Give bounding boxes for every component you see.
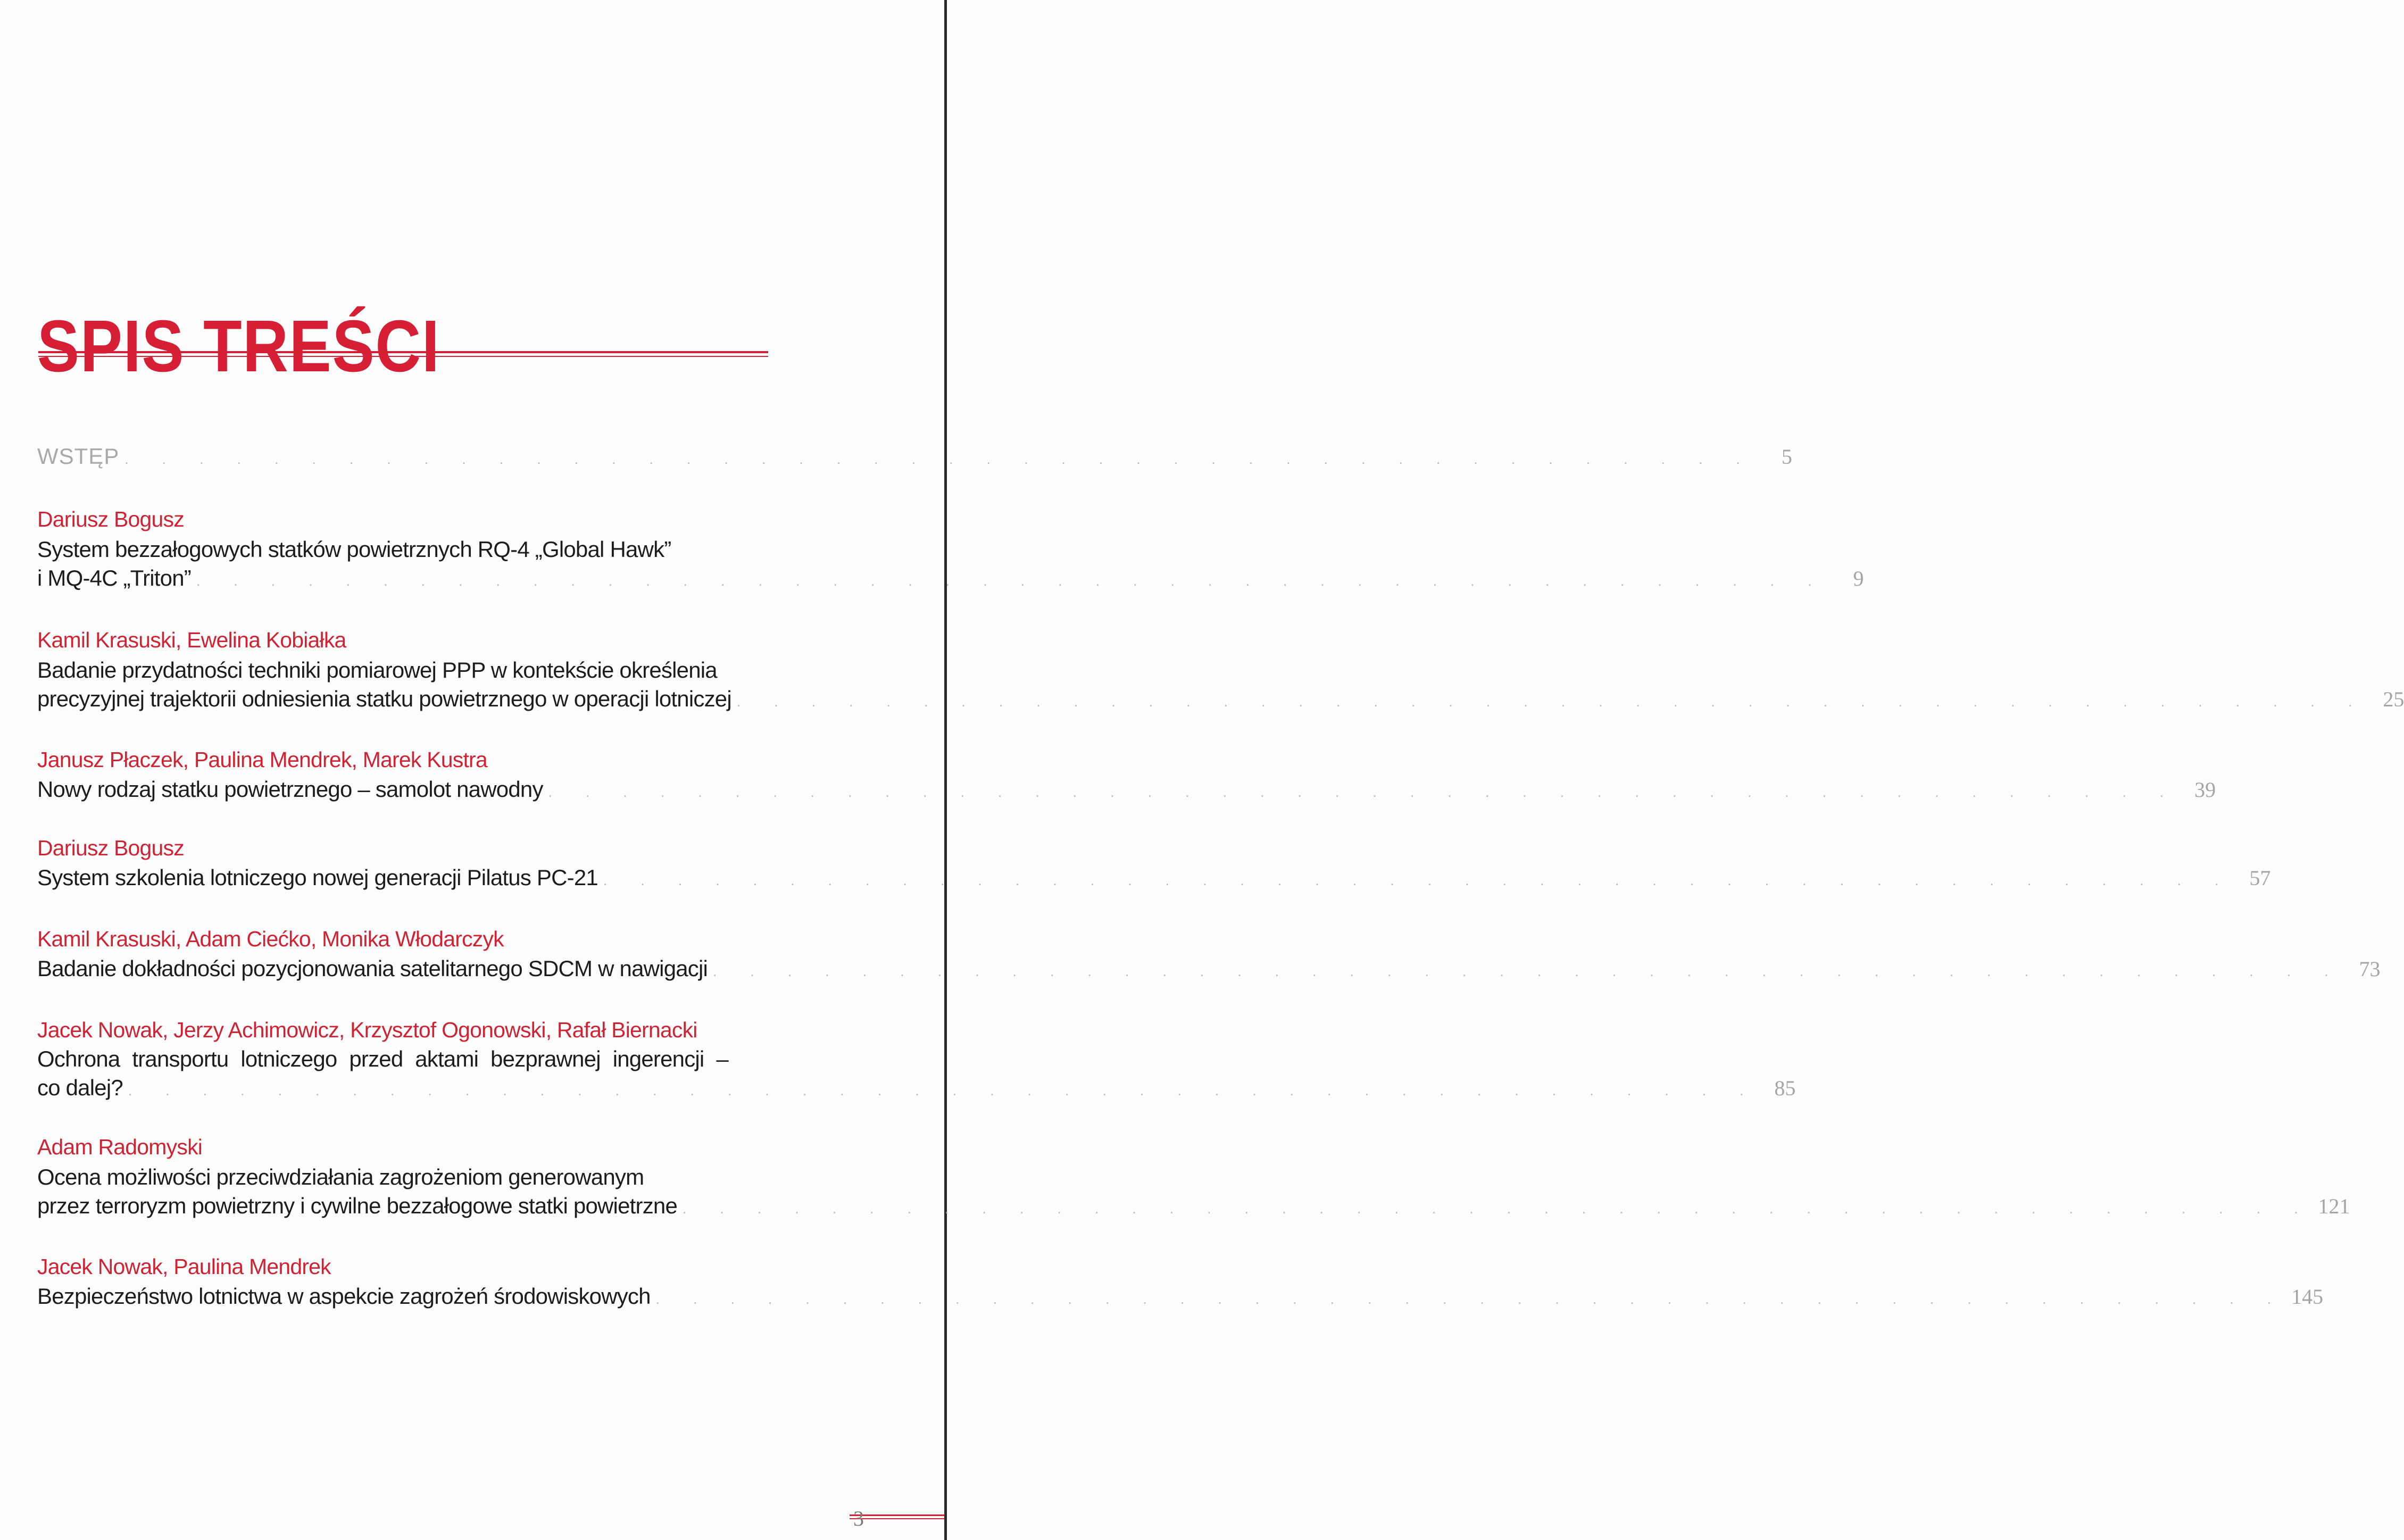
toc-entry-title-line[interactable] (37, 535, 766, 564)
toc-entry-title-line[interactable] (37, 775, 2216, 804)
toc-entry-title-text: System bezzałogowych statków powietrznych RQ-4 „Global Hawk” (37, 537, 671, 562)
toc-entry-title-line[interactable] (37, 863, 2271, 893)
toc-entry-title-line[interactable] (37, 1162, 766, 1192)
toc-entry-title-text: i MQ-4C „Triton” (37, 565, 191, 590)
dot-leader: . . . . . . . . . . . . . . . . . . . . . . . . . . . . . . . . . . . . . . . . . . . . (736, 694, 2367, 710)
toc-intro-page: 5 (1781, 445, 1792, 469)
toc-entry-page: 9 (1853, 567, 1864, 590)
toc-entry-title-line[interactable] (37, 684, 2404, 714)
toc-entry-authors: Dariusz Bogusz (37, 836, 184, 860)
toc-entry-authors: Jacek Nowak, Paulina Mendrek (37, 1254, 331, 1279)
toc-entry-title-line[interactable] (37, 655, 766, 685)
dot-leader: . . . . . . . . . . . . . . . . . . . . . . . . . . . . . . . . . . . . . . . . . . . . (124, 451, 1755, 467)
toc-entry-title-text: System szkolenia lotniczego nowej generacji Pilatus PC-21 (37, 865, 598, 890)
toc-entry-title-line[interactable] (37, 1073, 1796, 1103)
toc-entry-title-line[interactable] (37, 954, 2381, 984)
toc-entry-title-text: precyzyjnej trajektorii odniesienia statku powietrznego w operacji lotniczej (37, 686, 731, 711)
toc-entry-authors: Janusz Płaczek, Paulina Mendrek, Marek Kustra (37, 747, 487, 772)
toc-entry-title-text: przez terroryzm powietrzny i cywilne bezzałogowe statki powietrzne (37, 1193, 678, 1218)
toc-entry-title-text: Badanie dokładności pozycjonowania satelitarnego SDCM w nawigacji (37, 956, 708, 981)
toc-entry-page: 121 (2318, 1194, 2350, 1218)
dot-leader: . . . . . . . . . . . . . . . . . . . . . . . . . . . . . . . . . . . . . . . . . . . . (128, 1083, 1759, 1098)
toc-entry-title-line[interactable] (37, 1191, 2350, 1221)
toc-entry-page: 39 (2194, 778, 2216, 802)
toc-entry-title-line[interactable] (37, 1281, 2324, 1311)
toc-entry-title-text: Bezpieczeństwo lotnictwa w aspekcie zagrożeń środowiskowych (37, 1284, 651, 1309)
toc-intro-label: WSTĘP (37, 444, 120, 469)
page-number: 3 (853, 1506, 864, 1530)
toc-entry-authors: Kamil Krasuski, Ewelina Kobiałka (37, 628, 346, 652)
dot-leader: . . . . . . . . . . . . . . . . . . . . . . . . . . . . . . . . . . . . . . . . . . . . (548, 784, 2179, 800)
toc-intro[interactable] (37, 442, 1792, 471)
dot-leader: . . . . . . . . . . . . . . . . . . . . . . . . . . . . . . . . . . . . . . . . . . . . (683, 1201, 2313, 1217)
toc-entry-title-text: Ocena możliwości przeciwdziałania zagrożeniom generowanym (37, 1164, 644, 1189)
toc-entry-page: 145 (2291, 1285, 2324, 1309)
toc-entry-page: 85 (1774, 1076, 1796, 1100)
dot-leader: . . . . . . . . . . . . . . . . . . . . . . . . . . . . . . . . . . . . . . . . . . . . (196, 573, 1827, 589)
dot-leader: . . . . . . . . . . . . . . . . . . . . . . . . . . . . . . . . . . . . . . . . . . . . (655, 1291, 2286, 1307)
toc-entry-title-text: co dalej? (37, 1075, 123, 1100)
toc-entry-page: 25 (2383, 687, 2404, 711)
toc-entry-page: 73 (2359, 957, 2381, 981)
toc-entry-authors: Jacek Nowak, Jerzy Achimowicz, Krzysztof Ogonowski, Rafał Biernacki (37, 1018, 697, 1042)
toc-entry-title-text: Ochrona transportu lotniczego przed aktami bezprawnej ingerencji – (37, 1046, 728, 1071)
toc-entry-page: 57 (2249, 866, 2271, 890)
dot-leader: . . . . . . . . . . . . . . . . . . . . . . . . . . . . . . . . . . . . . . . . . . . . (603, 872, 2234, 888)
toc-entry-title-line[interactable] (37, 1044, 766, 1074)
toc-entry-authors: Kamil Krasuski, Adam Ciećko, Monika Włodarczyk (37, 927, 504, 951)
toc-entry-authors: Adam Radomyski (37, 1135, 203, 1159)
toc-entry-authors: Dariusz Bogusz (37, 507, 184, 531)
toc-entry-title-text: Nowy rodzaj statku powietrznego – samolot nawodny (37, 777, 543, 802)
dot-leader: . . . . . . . . . . . . . . . . . . . . . . . . . . . . . . . . . . . . . . . . . . . . (713, 963, 2343, 979)
toc-entry-title-text: Badanie przydatności techniki pomiarowej PPP w kontekście określenia (37, 657, 717, 682)
toc-entry-title-line[interactable] (37, 563, 1864, 593)
page-title: SPIS TREŚCI (37, 305, 440, 388)
